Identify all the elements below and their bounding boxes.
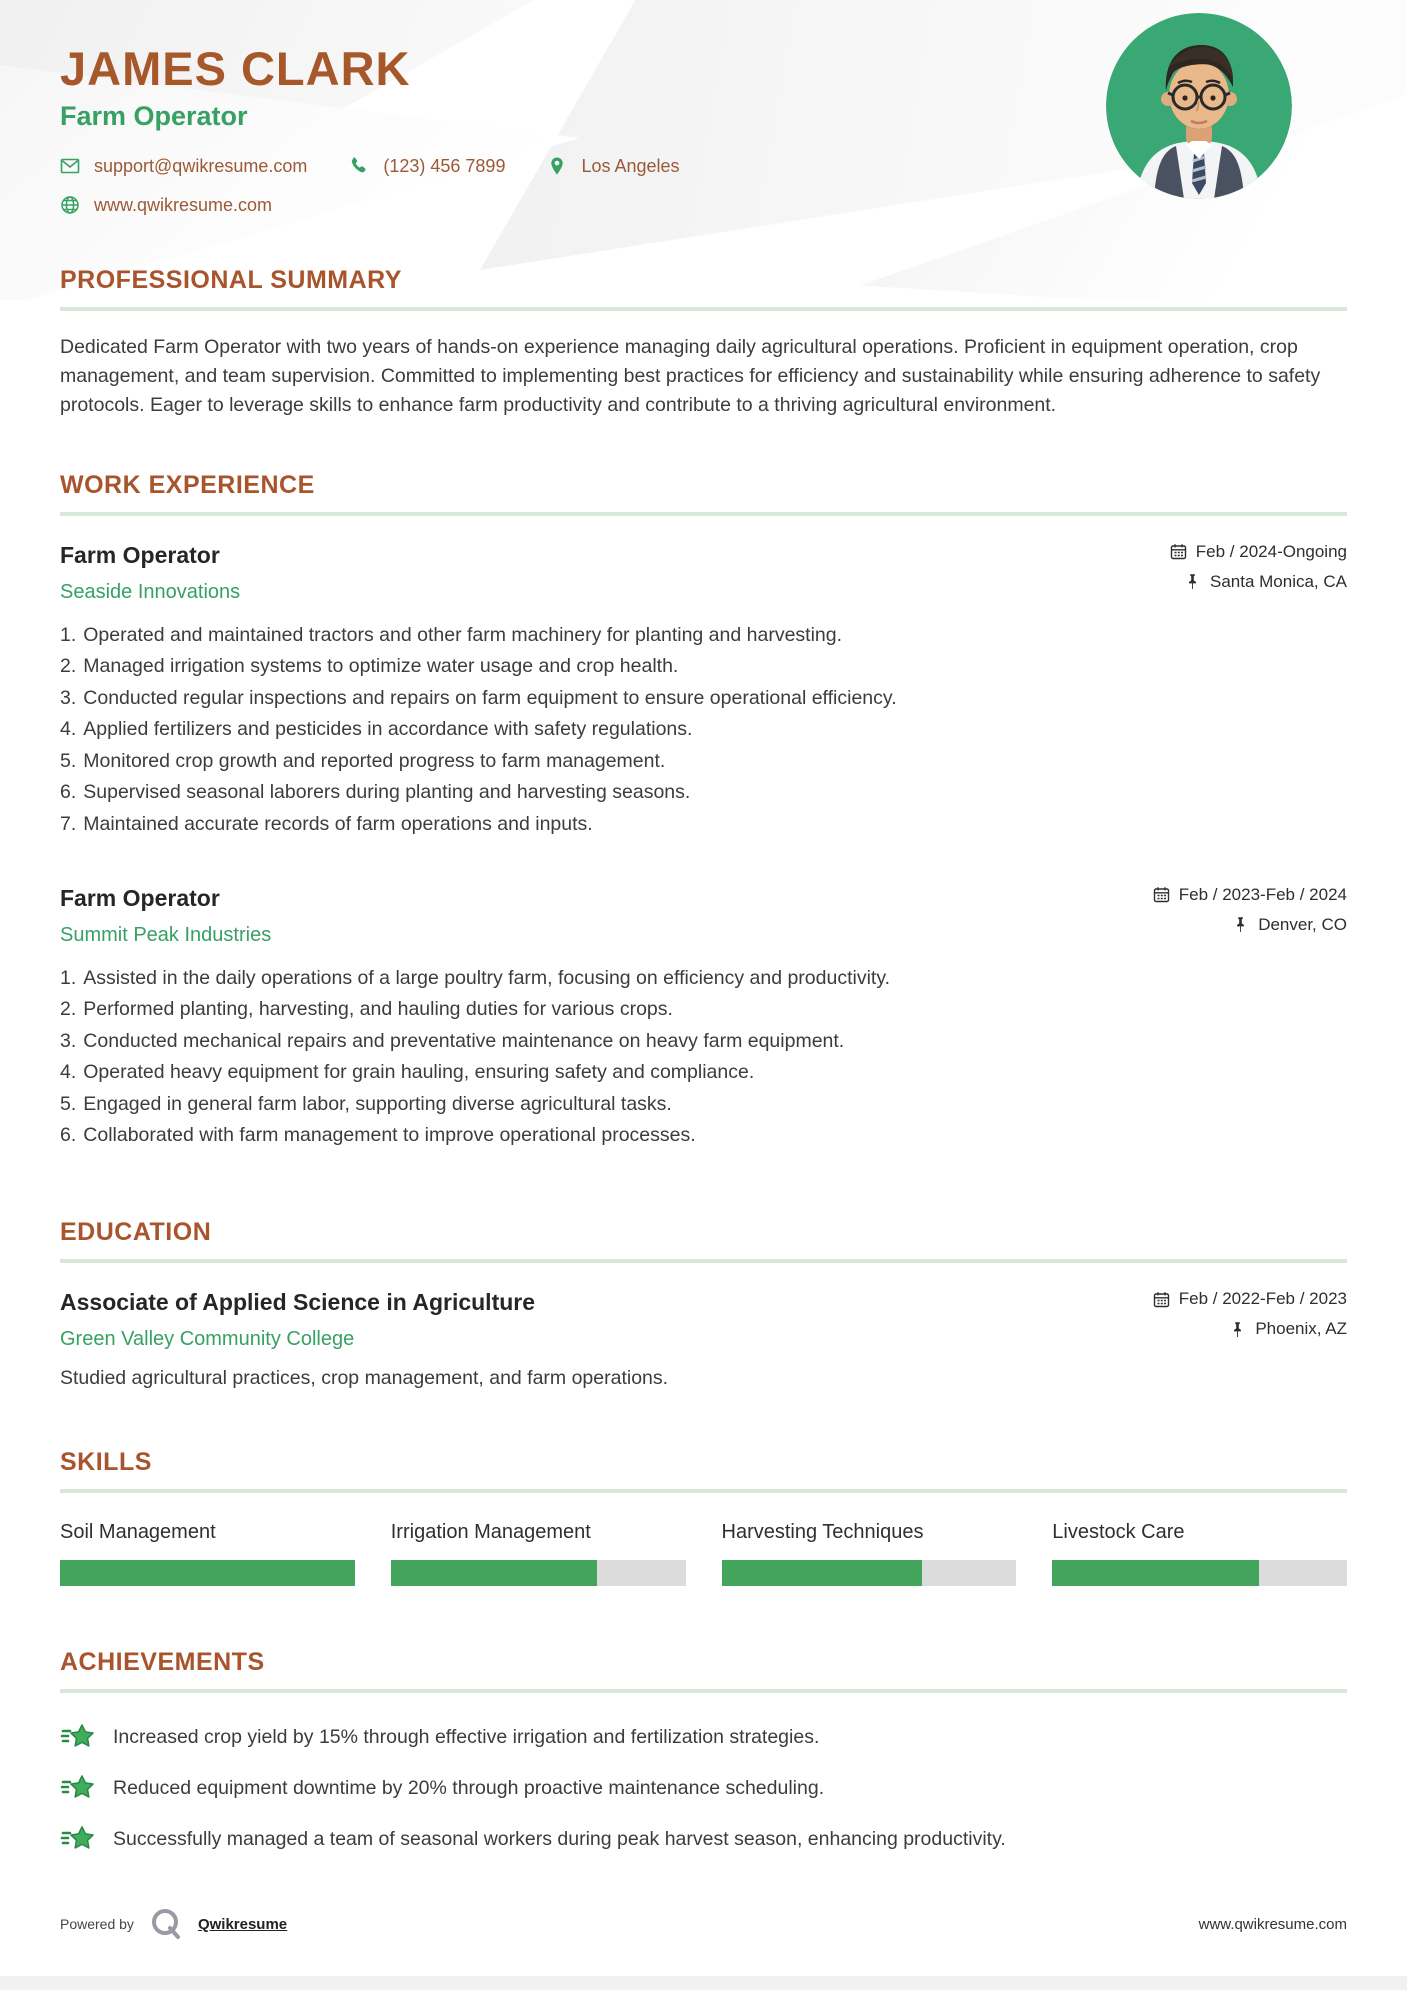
location-text: Los Angeles bbox=[581, 155, 680, 176]
achievements-list bbox=[60, 1719, 1347, 1857]
phone-text: (123) 456 7899 bbox=[383, 155, 506, 176]
bullet-text: Operated and maintained tractors and other farm machinery for planting and harvesting. bbox=[83, 623, 843, 646]
bullet-number: 6. bbox=[60, 1124, 77, 1147]
bullet-number: 2. bbox=[60, 655, 77, 678]
degree-title: Associate of Applied Science in Agriculture bbox=[60, 1289, 536, 1316]
section-skills bbox=[60, 1448, 1347, 1586]
skill-bar-fill bbox=[60, 1560, 355, 1586]
map-pin-icon bbox=[547, 156, 567, 176]
job-location: Denver, CO bbox=[1258, 914, 1347, 934]
calendar-icon bbox=[1153, 886, 1170, 903]
contact-phone bbox=[349, 156, 505, 177]
job-dates: Feb / 2023-Feb / 2024 bbox=[1178, 884, 1347, 904]
bullet-text: Supervised seasonal laborers during planting and harvesting seasons. bbox=[83, 781, 691, 804]
phone-icon bbox=[349, 156, 369, 176]
summary-text: Dedicated Farm Operator with two years of hands-on experience managing daily agricultural operations. Proficient in equipment operation, crop management, and team supervision. Committed to implementing best practices for efficiency and sustainability while ensuring adherence to safety protocols. Eager to leverage skills to enhance farm productivity and contribute to a thriving agricultural environment. bbox=[60, 335, 1321, 417]
job-bullet bbox=[60, 746, 1347, 778]
pushpin-icon bbox=[1232, 916, 1249, 933]
skills-grid bbox=[60, 1521, 1347, 1586]
skill-bar-fill bbox=[391, 1560, 597, 1586]
job-bullet bbox=[60, 1057, 1347, 1089]
achievement-text: Successfully managed a team of seasonal workers during peak harvest season, enhancing productivity. bbox=[113, 1827, 1006, 1850]
skill-item bbox=[722, 1521, 1017, 1586]
skill-bar-track bbox=[1052, 1560, 1347, 1586]
section-summary bbox=[60, 266, 1347, 421]
pushpin-icon bbox=[1229, 1321, 1246, 1338]
footer bbox=[60, 1906, 1347, 1942]
skill-bar-fill bbox=[1052, 1560, 1258, 1586]
footer-website[interactable]: www.qwikresume.com bbox=[1198, 1915, 1347, 1933]
shooting-star-icon bbox=[60, 1770, 96, 1806]
bullet-text: Collaborated with farm management to improve operational processes. bbox=[83, 1124, 696, 1147]
globe-icon bbox=[60, 195, 80, 215]
skill-bar-track bbox=[722, 1560, 1017, 1586]
skill-bar-track bbox=[391, 1560, 686, 1586]
education-entry bbox=[60, 1289, 1347, 1390]
school-name: Green Valley Community College bbox=[60, 1328, 355, 1351]
avatar-illustration bbox=[1106, 13, 1292, 199]
job-bullet bbox=[60, 963, 1347, 995]
job-title: Farm Operator bbox=[60, 541, 220, 568]
section-experience bbox=[60, 471, 1347, 1153]
envelope-icon bbox=[60, 156, 80, 176]
bullet-text: Applied fertilizers and pesticides in accordance with safety regulations. bbox=[83, 718, 693, 741]
bullet-number: 5. bbox=[60, 1092, 77, 1115]
job-bullet-list bbox=[60, 620, 1347, 841]
education-dates: Feb / 2022-Feb / 2023 bbox=[1178, 1289, 1347, 1309]
job-dates: Feb / 2024-Ongoing bbox=[1195, 541, 1347, 561]
job-bullet bbox=[60, 651, 1347, 683]
skill-item bbox=[391, 1521, 686, 1586]
bullet-text: Conducted mechanical repairs and preventative maintenance on heavy farm equipment. bbox=[83, 1029, 845, 1052]
calendar-icon bbox=[1170, 543, 1187, 560]
job-entry bbox=[60, 885, 1347, 1152]
bullet-number: 1. bbox=[60, 966, 77, 989]
education-location: Phoenix, AZ bbox=[1255, 1319, 1347, 1339]
experience-heading: WORK EXPERIENCE bbox=[60, 470, 315, 499]
achievement-item bbox=[60, 1719, 1347, 1755]
skill-name: Harvesting Techniques bbox=[721, 1521, 924, 1544]
job-bullet bbox=[60, 1120, 1347, 1152]
email-text[interactable]: support@qwikresume.com bbox=[94, 155, 308, 176]
bullet-text: Maintained accurate records of farm operations and inputs. bbox=[83, 812, 593, 835]
bullet-number: 4. bbox=[60, 1061, 77, 1084]
education-heading: EDUCATION bbox=[60, 1218, 212, 1247]
job-bullet bbox=[60, 777, 1347, 809]
job-company: Summit Peak Industries bbox=[60, 923, 272, 946]
achievement-text: Increased crop yield by 15% through effective irrigation and fertilization strategies. bbox=[113, 1725, 820, 1748]
skill-bar-fill bbox=[722, 1560, 922, 1586]
skill-name: Soil Management bbox=[60, 1521, 216, 1544]
bullet-text: Assisted in the daily operations of a large poultry farm, focusing on efficiency and productivity. bbox=[83, 966, 891, 989]
candidate-name: JAMES CLARK bbox=[60, 42, 411, 95]
website-text[interactable]: www.qwikresume.com bbox=[94, 194, 273, 215]
avatar bbox=[1106, 13, 1292, 199]
q-ring-icon bbox=[148, 1906, 184, 1942]
job-bullet bbox=[60, 994, 1347, 1026]
job-bullet-list bbox=[60, 963, 1347, 1152]
powered-by-label: Powered by bbox=[60, 1916, 134, 1932]
job-bullet bbox=[60, 1089, 1347, 1121]
achievements-heading: ACHIEVEMENTS bbox=[60, 1648, 265, 1677]
pushpin-icon bbox=[1184, 573, 1201, 590]
resume-header bbox=[60, 0, 1347, 216]
section-education bbox=[60, 1218, 1347, 1390]
job-company: Seaside Innovations bbox=[60, 580, 241, 603]
skills-heading: SKILLS bbox=[60, 1448, 152, 1477]
job-bullet bbox=[60, 1026, 1347, 1058]
bullet-number: 2. bbox=[60, 998, 77, 1021]
job-bullet bbox=[60, 683, 1347, 715]
shooting-star-icon bbox=[60, 1821, 96, 1857]
job-bullet bbox=[60, 809, 1347, 841]
bullet-text: Performed planting, harvesting, and hauling duties for various crops. bbox=[83, 998, 673, 1021]
section-divider bbox=[60, 307, 1347, 311]
candidate-title: Farm Operator bbox=[60, 100, 248, 131]
bullet-number: 1. bbox=[60, 623, 77, 646]
section-divider bbox=[60, 1689, 1347, 1693]
job-entry bbox=[60, 542, 1347, 841]
section-achievements bbox=[60, 1648, 1347, 1857]
skill-name: Livestock Care bbox=[1052, 1521, 1185, 1544]
bullet-text: Engaged in general farm labor, supporting diverse agricultural tasks. bbox=[83, 1092, 672, 1115]
achievement-text: Reduced equipment downtime by 20% through proactive maintenance scheduling. bbox=[113, 1776, 825, 1799]
bullet-text: Conducted regular inspections and repairs on farm equipment to ensure operational efficiency. bbox=[83, 686, 897, 709]
contact-website[interactable] bbox=[60, 195, 272, 216]
bullet-number: 3. bbox=[60, 686, 77, 709]
summary-heading: PROFESSIONAL SUMMARY bbox=[60, 265, 402, 294]
bullet-number: 7. bbox=[60, 812, 77, 835]
contact-row bbox=[60, 195, 1347, 216]
section-divider bbox=[60, 1489, 1347, 1493]
bullet-number: 6. bbox=[60, 781, 77, 804]
bullet-number: 3. bbox=[60, 1029, 77, 1052]
contact-email[interactable] bbox=[60, 156, 307, 177]
bullet-number: 4. bbox=[60, 718, 77, 741]
bullet-text: Managed irrigation systems to optimize water usage and crop health. bbox=[83, 655, 679, 678]
bottom-strip bbox=[0, 1976, 1407, 1990]
skill-name: Irrigation Management bbox=[390, 1521, 591, 1544]
calendar-icon bbox=[1153, 1291, 1170, 1308]
bullet-number: 5. bbox=[60, 749, 77, 772]
job-location: Santa Monica, CA bbox=[1209, 571, 1347, 591]
job-title: Farm Operator bbox=[60, 884, 220, 911]
education-description: Studied agricultural practices, crop management, and farm operations. bbox=[60, 1367, 669, 1390]
brand-link[interactable]: Qwikresume bbox=[197, 1915, 288, 1933]
skill-bar-track bbox=[60, 1560, 355, 1586]
shooting-star-icon bbox=[60, 1719, 96, 1755]
section-divider bbox=[60, 512, 1347, 516]
job-bullet bbox=[60, 620, 1347, 652]
skill-item bbox=[60, 1521, 355, 1586]
bullet-text: Monitored crop growth and reported progress to farm management. bbox=[83, 749, 666, 772]
skill-item bbox=[1052, 1521, 1347, 1586]
section-divider bbox=[60, 1259, 1347, 1263]
achievement-item bbox=[60, 1770, 1347, 1806]
contact-location bbox=[547, 156, 679, 177]
bullet-text: Operated heavy equipment for grain hauling, ensuring safety and compliance. bbox=[83, 1061, 755, 1084]
achievement-item bbox=[60, 1821, 1347, 1857]
job-bullet bbox=[60, 714, 1347, 746]
